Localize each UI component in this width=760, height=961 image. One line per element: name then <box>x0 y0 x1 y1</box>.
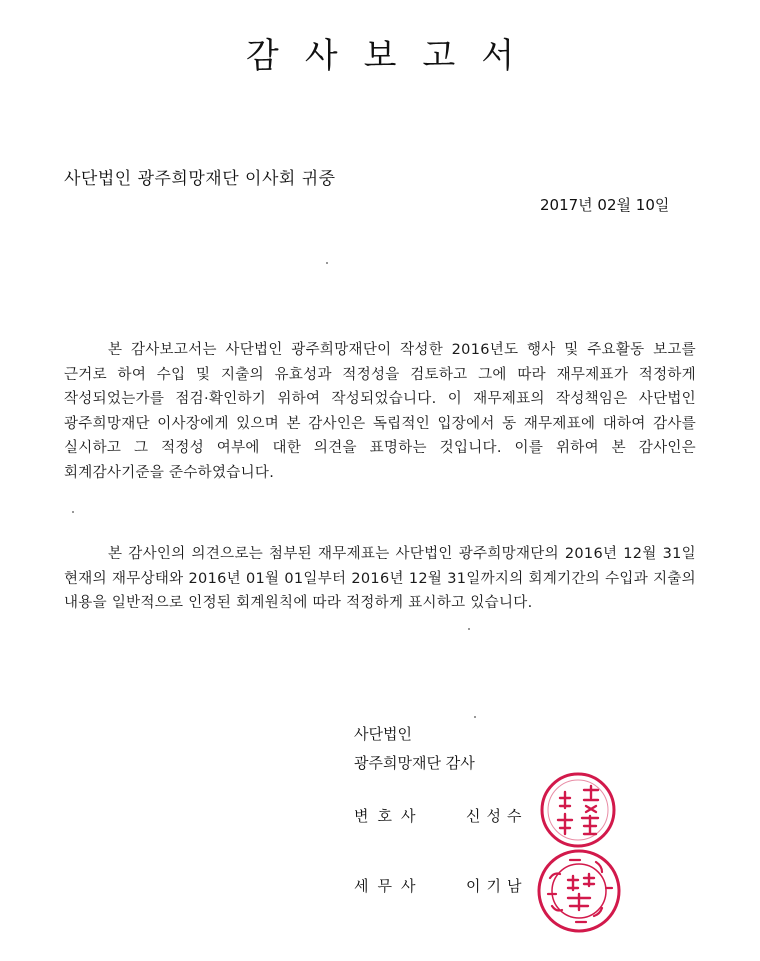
scan-speck <box>326 262 328 264</box>
auditor-organization <box>354 720 475 778</box>
lawyer-seal-stamp <box>538 770 618 850</box>
paragraph-opinion-text: 본 감사인의 의견으로는 첨부된 재무제표는 사단법인 광주희망재단의 2016년 12월 31일 현재의 재무상태와 2016년 01월 01일부터 2016년 12월 31일까지의 회계기간의 수입과 지출의 내용을 일반적으로 인정된 회계원칙에 따라 적정하게 표시하고 있습니다. <box>64 546 696 611</box>
signatory-name: 이기남 <box>466 877 528 895</box>
scan-speck <box>468 628 470 630</box>
document-title: 감사보고서 <box>245 36 541 76</box>
paragraph-scope-text: 본 감사보고서는 사단법인 광주희망재단이 작성한 2016년도 행사 및 주요활동 보고를 근거로 하여 수입 및 지출의 유효성과 적정성을 검토하고 그에 따라 재무제표가 적정하게 작성되었는가를 점검·확인하기 위하여 작성되었습니다. 이 재무제표의 작성책임은 사단법인 광주희망재단 이사장에게 있으며 본 감사인은 독립적인 입장에서 동 재무제표에 대하여 감사를 실시하고 그 적정성 여부에 대한 의견을 표명하는 것입니다. 이를 위하여 본 감사인은 회계감사기준을 준수하였습니다. <box>64 342 696 481</box>
auditor-org-line-2: 광주희망재단 감사 <box>354 754 475 772</box>
recipient-line: 사단법인 광주희망재단 이사회 귀중 <box>64 169 336 189</box>
scan-speck <box>474 716 476 718</box>
signatory-title: 변호사 <box>354 807 425 825</box>
paragraph-opinion <box>64 542 696 616</box>
paragraph-scope <box>64 338 696 485</box>
report-date: 2017년 02월 10일 <box>540 196 670 214</box>
tax-accountant-seal-stamp <box>536 848 622 934</box>
scan-speck <box>72 511 74 513</box>
signatory-title: 세무사 <box>354 877 425 895</box>
signatory-name: 신성수 <box>466 807 528 825</box>
auditor-org-line-1: 사단법인 <box>354 725 412 743</box>
